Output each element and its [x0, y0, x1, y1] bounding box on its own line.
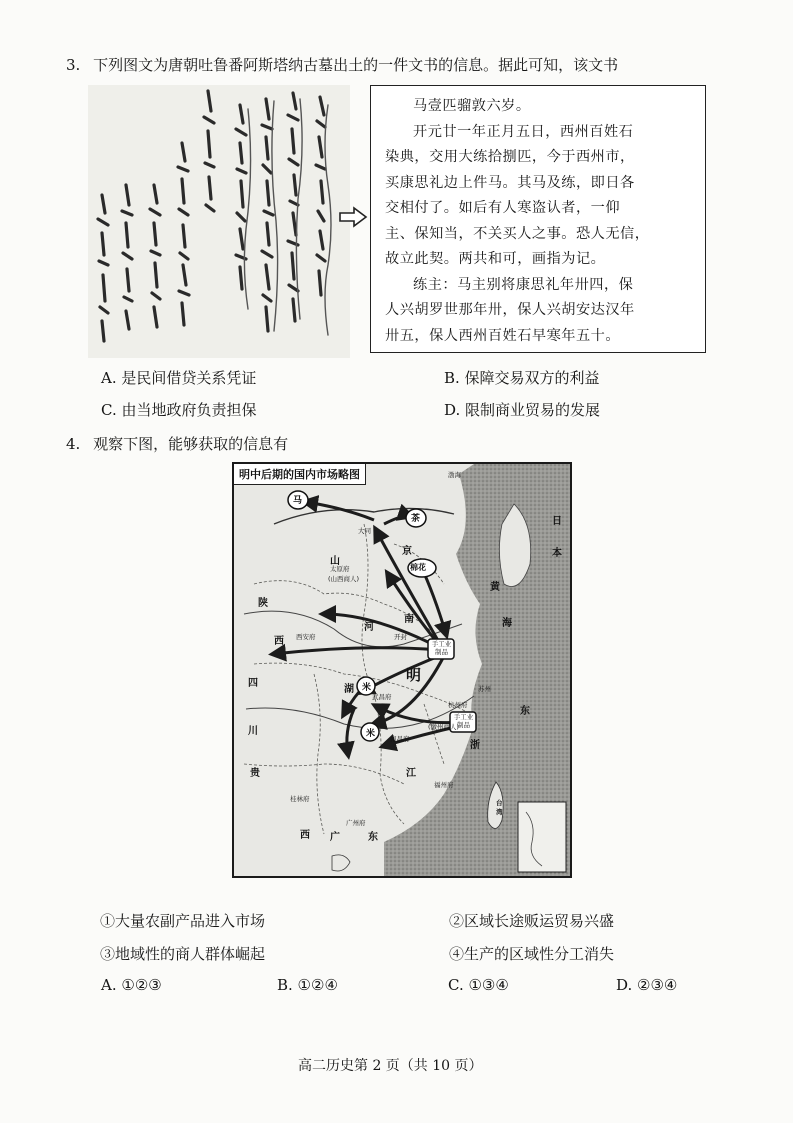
- transcription-line: 卅五，保人西州百姓石早寒年五十。: [385, 327, 621, 344]
- map-label-province: 贵: [250, 768, 260, 779]
- map-label-datong: 大同: [358, 527, 371, 535]
- map-label-guangzhou: 广州府: [346, 819, 366, 827]
- map-label-bohai: 渤海: [448, 471, 461, 479]
- map-label-huizhou-merchants: (徽州商人): [428, 723, 460, 731]
- map-label-east-sea: 东: [520, 706, 530, 717]
- q4-option-d[interactable]: D. ②③④: [616, 976, 678, 994]
- map-label-province: 湖: [344, 684, 354, 695]
- map-label-tea: 茶: [411, 514, 421, 524]
- map-label-sea: 黄: [490, 582, 500, 593]
- map-label-ming: 明: [406, 666, 422, 684]
- transcription-line: 开元廿一年正月五日，西州百姓石: [413, 123, 634, 140]
- map-label-province: 广: [330, 832, 340, 843]
- question-4-stem: [66, 433, 288, 454]
- transcription-line: 人兴胡罗世那年卅，保人兴胡安达汉年: [385, 302, 635, 318]
- q3-option-b[interactable]: B. 保障交易双方的利益: [444, 369, 600, 387]
- map-label-taiwan: 湾: [496, 808, 503, 816]
- map-label-province: 西: [300, 830, 310, 841]
- right-arrow-icon: [338, 205, 368, 233]
- map-label-province: 西: [274, 636, 284, 647]
- q4-option-a[interactable]: A. ①②③: [101, 976, 162, 994]
- map-label-province: 京: [402, 546, 412, 557]
- question-4-text: 观察下图，能够获取的信息有: [93, 435, 289, 453]
- map-label-shanxi-merchants: (山西商人): [328, 575, 360, 583]
- transcription-line: 马壹匹骝敦六岁。: [413, 98, 531, 114]
- map-label-japan: 本: [552, 548, 562, 559]
- question-3-number: 3.: [66, 56, 81, 74]
- q3-option-a[interactable]: A. 是民间借贷关系凭证: [101, 369, 257, 387]
- map-label-crafts-south: 手工业制品: [453, 713, 474, 729]
- question-4-number: 4.: [66, 435, 81, 453]
- transcription-line: 交相付了。如后有人寒盗认者，一仰: [385, 200, 621, 216]
- map-label-rice-south: 米: [366, 729, 376, 739]
- ming-market-map: [232, 462, 572, 878]
- map-label-wuchang: 武昌府: [372, 693, 392, 701]
- map-label-province: 东: [368, 832, 378, 843]
- q4-statement-1: ①大量农副产品进入市场: [100, 912, 266, 930]
- map-label-province: 山: [330, 556, 340, 567]
- map-label-guilin: 桂林府: [290, 795, 310, 803]
- q4-statement-2: ②区域长途贩运贸易兴盛: [449, 912, 615, 930]
- map-label-fuzhou: 福州府: [434, 781, 454, 789]
- transcription-line: 买康思礼边上件马。其马及练，即日各: [385, 174, 635, 191]
- map-label-province: 江: [406, 768, 416, 779]
- map-label-sea: 海: [502, 618, 512, 629]
- manuscript-photo: [88, 85, 350, 358]
- map-label-rice-north: 米: [362, 683, 372, 693]
- q4-option-c[interactable]: C. ①③④: [448, 976, 509, 994]
- map-label-province: 陕: [258, 598, 268, 609]
- map-label-suzhou: 苏州: [478, 685, 491, 693]
- map-label-xian: 西安府: [296, 633, 316, 641]
- map-label-horse: 马: [293, 496, 303, 506]
- map-label-taiyuan: 太原府: [330, 565, 350, 573]
- question-3-text: 下列图文为唐朝吐鲁番阿斯塔纳古墓出土的一件文书的信息。据此可知，该文书: [93, 56, 619, 74]
- q4-option-b[interactable]: B. ①②④: [277, 976, 338, 994]
- transcription-line: 练主：马主别将康思礼年卅四，保: [413, 276, 634, 293]
- q4-statement-4: ④生产的区域性分工消失: [449, 945, 615, 963]
- map-label-crafts-north: 手工业制品: [431, 640, 452, 656]
- map-label-nanchang: 南昌府: [390, 735, 410, 743]
- map-label-hangzhou: 杭州府: [448, 701, 468, 709]
- transcription-box: [370, 85, 706, 353]
- q3-option-d[interactable]: D. 限制商业贸易的发展: [444, 401, 601, 419]
- q4-statement-3: ③地域性的商人群体崛起: [100, 945, 266, 963]
- map-label-taiwan: 台: [496, 799, 503, 807]
- question-3-stem: [66, 54, 618, 75]
- transcription-line: 故立此契。两共和可，画指为记。: [385, 251, 606, 267]
- map-label-japan: 日: [552, 516, 562, 527]
- q3-option-c[interactable]: C. 由当地政府负责担保: [101, 401, 257, 419]
- map-label-kaifeng: 开封: [394, 633, 407, 641]
- page-footer: 高二历史第 2 页（共 10 页）: [298, 1058, 483, 1074]
- map-label-province: 四: [248, 678, 258, 689]
- map-label-province: 河: [364, 622, 374, 633]
- map-label-cotton: 棉花: [410, 563, 426, 572]
- map-label-province: 浙: [470, 740, 480, 751]
- map-title: 明中后期的国内市场略图: [234, 464, 366, 485]
- transcription-line: 染典，交用大练拾捌匹，今于西州市，: [385, 149, 635, 165]
- map-label-province: 川: [248, 726, 258, 737]
- transcription-line: 主、保知当，不关买人之事。恐人无信，: [385, 225, 650, 242]
- map-label-province: 南: [404, 614, 414, 625]
